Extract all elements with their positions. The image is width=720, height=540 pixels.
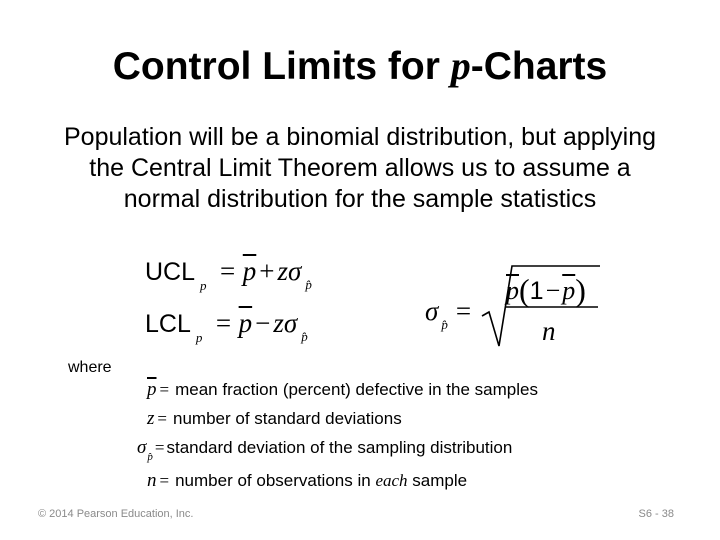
legend-text-n-italic: each <box>375 471 408 490</box>
title-variable: p <box>450 43 471 88</box>
lcl-equation <box>145 308 308 345</box>
sigma-phat-lhs <box>425 296 472 332</box>
lcl-phat: p̂ <box>301 329 308 344</box>
ucl-equals: = <box>220 256 236 286</box>
sigma-equals: = <box>455 296 472 326</box>
legend-symbol-sigma: σ <box>137 437 147 458</box>
slide-title <box>0 42 720 89</box>
ucl-plus: + <box>259 256 275 286</box>
legend-symbol-n: n <box>147 470 157 491</box>
ucl-subscript: p <box>200 278 207 293</box>
footer-copyright: © 2014 Pearson Education, Inc. <box>38 508 194 520</box>
sqrt-denominator-n: n <box>542 316 556 346</box>
numerator-one: 1 <box>529 277 544 305</box>
sigma-subscript: p̂ <box>441 317 448 332</box>
lcl-sigma: σ <box>283 308 298 338</box>
ucl-equation <box>145 256 312 293</box>
legend-symbol-pbar: $\overline{p}$ <box>147 379 157 400</box>
lcl-z: z <box>273 308 284 338</box>
legend-sigma-subscript: p̂ <box>147 451 153 463</box>
ucl-label: UCL <box>145 258 196 286</box>
numerator-pbar: $\overline{p}$ <box>506 276 519 305</box>
ucl-pbar: $\overline{p}$ <box>242 256 257 286</box>
legend-text-sigma: standard deviation of the sampling distribution <box>166 438 513 457</box>
lcl-pbar: $\overline{p}$ <box>238 308 253 338</box>
lcl-minus: − <box>255 308 271 338</box>
legend-text-pbar: mean fraction (percent) defective in the samples <box>175 380 538 399</box>
numerator-minus: − <box>545 276 561 305</box>
legend-row-pbar: $\overline{p}$ = mean fraction (percent) defective in the samples <box>147 379 538 400</box>
title-suffix: -Charts <box>470 45 608 88</box>
title-prefix: Control Limits for <box>112 45 451 88</box>
sigma-symbol: σ <box>425 296 439 326</box>
legend-text-z: number of standard deviations <box>173 409 402 428</box>
body-paragraph: Population will be a binomial distribution, but applying the Central Limit Theorem allows us to assume a normal distribution for the sample statistics <box>63 123 657 213</box>
footer-page-number: S6 - 38 <box>638 508 674 520</box>
ucl-phat: p̂ <box>305 277 312 292</box>
legend-symbol-z: z <box>147 408 155 429</box>
numerator-pbar-2: $\overline{p}$ <box>562 276 576 305</box>
lcl-label: LCL <box>145 310 191 338</box>
ucl-sigma: σ <box>288 256 302 286</box>
lcl-subscript: p <box>195 330 203 345</box>
ucl-z: z <box>277 256 289 286</box>
legend-row-sigma: $\sigma_{p̂}$ = standard deviation of the sampling distribution <box>137 437 513 463</box>
legend-text-n-before: number of observations in <box>175 471 376 490</box>
legend-row-z: z = number of standard deviations <box>147 408 402 429</box>
sqrt-numerator: $\overline{p}(1-\overline{p})$ <box>506 272 586 308</box>
where-label: where <box>68 359 112 376</box>
legend-row-n: n = number of observations in each sample <box>147 470 468 491</box>
legend-text-n-after: sample <box>407 471 468 490</box>
lcl-equals: = <box>215 308 232 338</box>
